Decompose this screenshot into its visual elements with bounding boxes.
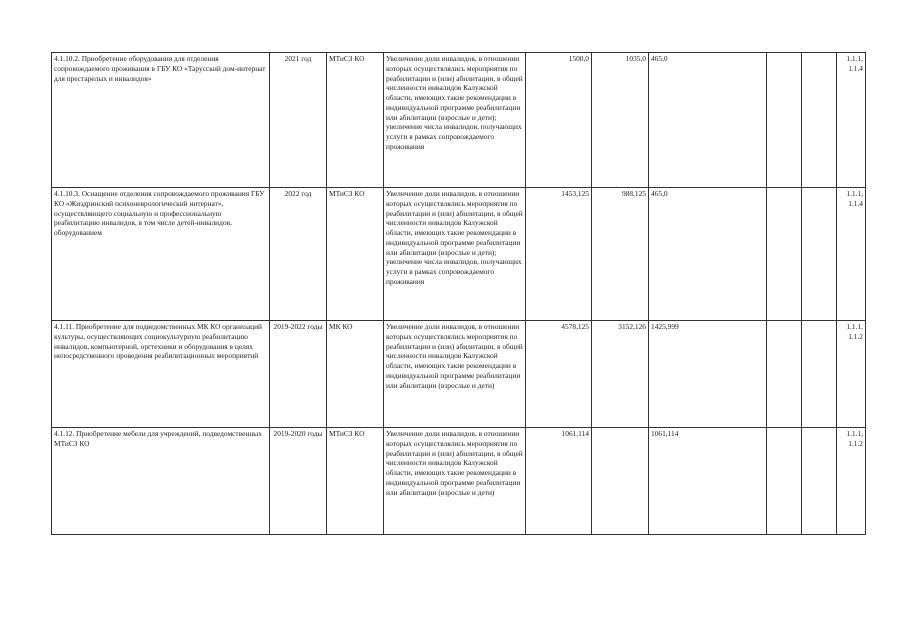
executor-cell: МТиСЗ КО: [327, 428, 384, 535]
amount-col3-cell: 465,0: [649, 188, 767, 321]
amount-col3-cell: 465,0: [649, 53, 767, 188]
amount-col3-cell: 1425,999: [649, 321, 767, 428]
target-links-cell: 1.1.1, 1.1.2: [837, 321, 866, 428]
activity-name-cell: 4.1.11. Приобретение для подведомственных МК КО организаций культуры, осуществляющих социокультурную реабилитацию инвалидов, компьютерной, оргтехники и оборудования в целях непосредственного проведения реабилитационных мероприятий: [52, 321, 270, 428]
table-row: [52, 53, 866, 188]
executor-cell: МТиСЗ КО: [327, 188, 384, 321]
activity-name-cell: 4.1.10.2. Приобретение оборудования для отделения сопровождаемого проживания в ГБУ КО «Тарусский дом-интернат для престарелых и инвалидов»: [52, 53, 270, 188]
executor-cell: МК КО: [327, 321, 384, 428]
period-cell: 2019-2022 годы: [270, 321, 327, 428]
target-links-cell: 1.1.1, 1.1.4: [837, 53, 866, 188]
executor-cell: МТиСЗ КО: [327, 53, 384, 188]
empty-cell: [802, 321, 837, 428]
program-activities-table: [51, 52, 866, 535]
total-amount-cell: 1061,114: [526, 428, 592, 535]
empty-cell: [802, 53, 837, 188]
indicator-cell: Увеличение доли инвалидов, в отношении которых осуществлялись мероприятия по реабилитации и (или) абилитации, в общей численности инвалидов Калужской области, имеющих такие рекомендации в индивидуальной программе реабилитации или абилитации (взрослые и дети): [384, 321, 526, 428]
amount-col2-cell: [592, 428, 649, 535]
indicator-cell: Увеличение доли инвалидов, в отношении которых осуществлялись мероприятия по реабилитации и (или) абилитации, в общей численности инвалидов Калужской области, имеющих такие рекомендации в индивидуальной программе реабилитации или абилитации (взрослые и дети); увеличение числа инвалидов, получающих услуги в рамках сопровождаемого проживания: [384, 188, 526, 321]
table-row: [52, 321, 866, 428]
empty-cell: [767, 428, 802, 535]
amount-col2-cell: 3152,126: [592, 321, 649, 428]
activity-name-cell: 4.1.12. Приобретение мебели для учреждений, подведомственных МТиСЗ КО: [52, 428, 270, 535]
period-cell: 2021 год: [270, 53, 327, 188]
amount-col2-cell: 1035,0: [592, 53, 649, 188]
empty-cell: [802, 428, 837, 535]
amount-col3-cell: 1061,114: [649, 428, 767, 535]
table-row: [52, 188, 866, 321]
empty-cell: [767, 53, 802, 188]
empty-cell: [767, 188, 802, 321]
target-links-cell: 1.1.1, 1.1.4: [837, 188, 866, 321]
table-row: [52, 428, 866, 535]
period-cell: 2022 год: [270, 188, 327, 321]
total-amount-cell: 4578,125: [526, 321, 592, 428]
total-amount-cell: 1500,0: [526, 53, 592, 188]
total-amount-cell: 1453,125: [526, 188, 592, 321]
period-cell: 2019-2020 годы: [270, 428, 327, 535]
activity-name-cell: 4.1.10.3. Оснащение отделения сопровождаемого проживания ГБУ КО «Жиздринский психоневрологический интернат», осуществляющего социальную и профессиональную реабилитацию инвалидов, в том числе детей-инвалидов, оборудованием: [52, 188, 270, 321]
amount-col2-cell: 988,125: [592, 188, 649, 321]
empty-cell: [767, 321, 802, 428]
indicator-cell: Увеличение доли инвалидов, в отношении которых осуществлялись мероприятия по реабилитации и (или) абилитации, в общей численности инвалидов Калужской области, имеющих такие рекомендации в индивидуальной программе реабилитации или абилитации (взрослые и дети); увеличение числа инвалидов, получающих услуги в рамках сопровождаемого проживания: [384, 53, 526, 188]
target-links-cell: 1.1.1, 1.1.2: [837, 428, 866, 535]
empty-cell: [802, 188, 837, 321]
indicator-cell: Увеличение доли инвалидов, в отношении которых осуществлялись мероприятия по реабилитации и (или) абилитации, в общей численности инвалидов Калужской области, имеющих такие рекомендации в индивидуальной программе реабилитации или абилитации (взрослые и дети): [384, 428, 526, 535]
